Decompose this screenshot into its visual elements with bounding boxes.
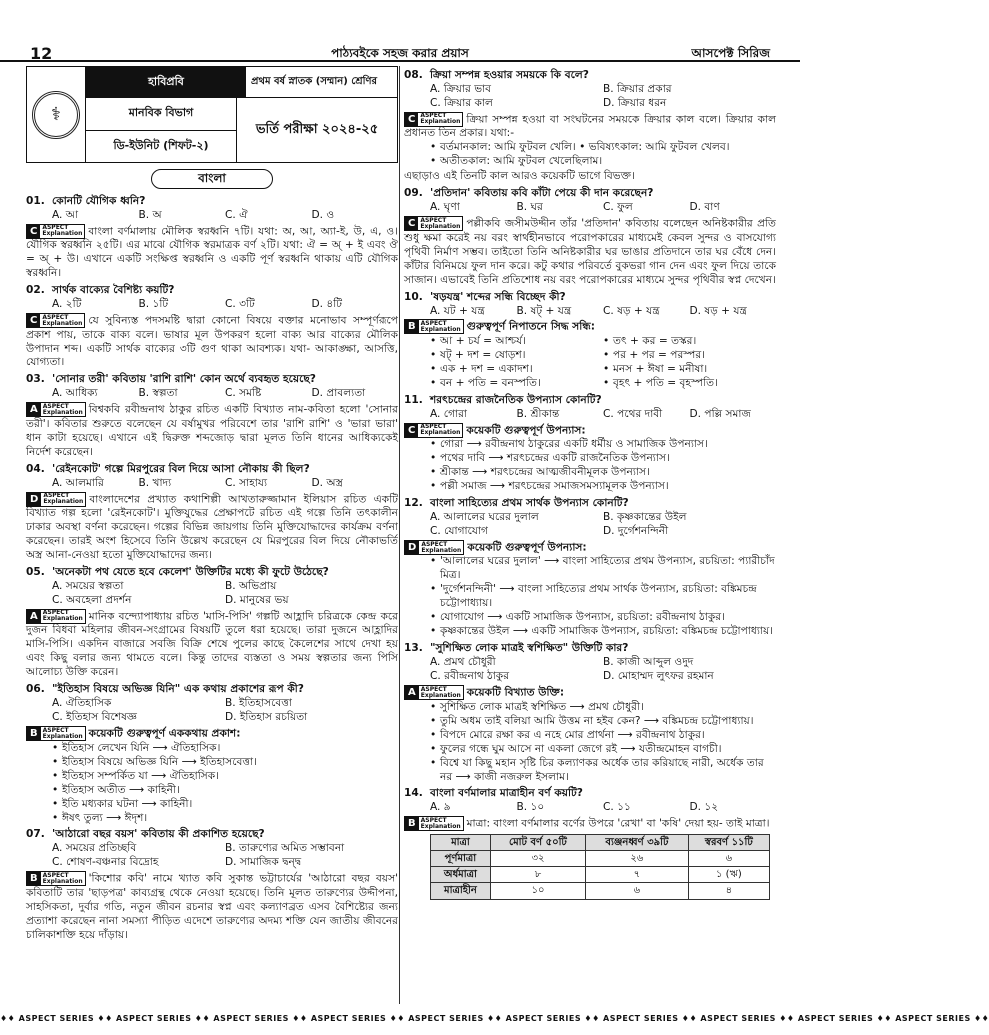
question-number: 03. bbox=[26, 373, 45, 386]
explanation bbox=[404, 423, 776, 438]
badge-text bbox=[40, 315, 84, 327]
table-header: মাত্রা bbox=[431, 834, 491, 850]
option-d: D. ক্রিয়ার ধরন bbox=[603, 96, 667, 109]
badge-sub: Explanation bbox=[42, 408, 83, 416]
badge-sub: Explanation bbox=[420, 325, 461, 333]
list-item: • মনস + ঈষা = মনীষা। bbox=[603, 363, 776, 377]
list-item: • ঈষৎ তুল্য ⟶ ঈদৃশ। bbox=[52, 812, 398, 826]
question-13 bbox=[404, 642, 776, 784]
option-a: A. যট + যন্ত্র bbox=[430, 304, 485, 317]
options bbox=[404, 201, 776, 215]
explanation-heading: কয়েকটি বিখ্যাত উক্তি: bbox=[466, 686, 565, 699]
badge-word: ASPECT bbox=[42, 609, 69, 617]
badge-word: ASPECT bbox=[42, 313, 69, 321]
answer-letter: C bbox=[27, 314, 40, 327]
table-cell: ৮ bbox=[490, 867, 585, 883]
badge-text bbox=[40, 225, 84, 237]
unit: ডি-ইউনিট (শিফট-২) bbox=[113, 138, 209, 152]
explanation-list bbox=[404, 141, 776, 169]
list-item: • শ্রীকান্ত ⟶ শরৎচন্দ্রের আত্মজীবনীমূলক উপন্যাস। bbox=[430, 466, 776, 480]
list-item: • কৃষ্ণকান্তের উইল ⟶ একটি সামাজিক উপন্যাস, রচয়িতা: বঙ্কিমচন্দ্র চট্টোপাধ্যায়। bbox=[430, 625, 776, 639]
option-d: D. বাণ bbox=[689, 201, 720, 214]
question-number: 05. bbox=[26, 566, 45, 579]
option-b: B. ইতিহাসবেত্তা bbox=[225, 697, 292, 710]
aspect-badge bbox=[404, 685, 464, 700]
question-number: 04. bbox=[26, 462, 45, 475]
option-a: A. ঐতিহাসিক bbox=[52, 697, 112, 710]
option-d: D. দুর্গেশনন্দিনী bbox=[603, 525, 669, 538]
list-item: • সুশিক্ষিত লোক মাত্রই স্বশিক্ষিত ⟶ প্রমথ চৌধুরী। bbox=[430, 701, 776, 715]
question-title bbox=[404, 69, 776, 83]
question-text: বাংলা বর্ণমালার মাত্রাহীন বর্ণ কয়টি? bbox=[430, 787, 583, 800]
option-b: B. তারুণ্যের অমিত সম্ভাবনা bbox=[225, 842, 345, 855]
page-header bbox=[0, 0, 800, 62]
options bbox=[26, 387, 398, 401]
question-text: কোনটি যৌগিক ধ্বনি? bbox=[52, 194, 146, 207]
badge-word: ASPECT bbox=[42, 726, 69, 734]
university-name: হাবিপ্রবি bbox=[86, 67, 246, 97]
option-a: A. আধিক্য bbox=[52, 387, 98, 400]
question-title bbox=[26, 566, 398, 580]
question-text: 'রেইনকোট' গল্পে মিরপুরের বিল দিয়ে আসা নৌকায় কী ছিল? bbox=[52, 462, 310, 475]
badge-sub: Explanation bbox=[43, 498, 84, 506]
aspect-badge bbox=[26, 609, 86, 624]
table-row bbox=[431, 883, 770, 899]
badge-word: ASPECT bbox=[42, 402, 69, 410]
badge-sub: Explanation bbox=[42, 615, 83, 623]
option-c: C. শোষণ-বঞ্চনার বিদ্রোহ bbox=[52, 856, 159, 869]
department: মানবিক বিভাগ bbox=[86, 98, 236, 131]
option-c: C. ক্রিয়ার কাল bbox=[430, 96, 493, 109]
column-divider bbox=[399, 66, 400, 1004]
option-b: B. ঘর bbox=[516, 201, 543, 214]
question-number: 07. bbox=[26, 828, 45, 841]
table-header: ব্যঞ্জনধ্বর্ণ ৩৯টি bbox=[586, 834, 689, 850]
option-d: D. ১২ bbox=[689, 801, 719, 814]
explanation-heading: কয়েকটি গুরুত্বপূর্ণ এককথায় প্রকাশ: bbox=[88, 727, 241, 740]
option-c: C. যোগাযোগ bbox=[430, 525, 488, 538]
option-b: B. অ bbox=[138, 208, 162, 221]
explanation bbox=[26, 871, 398, 942]
option-d: D. সামাজিক দ্বন্দ্ব bbox=[225, 856, 302, 869]
question-01 bbox=[26, 195, 398, 281]
explanation bbox=[26, 492, 398, 563]
question-text: 'সোনার তরী' কবিতায় 'রাশি রাশি' কোন অর্থে ব্যবহৃত হয়েছে? bbox=[52, 373, 316, 386]
badge-text bbox=[419, 687, 463, 699]
list-item: • তৎ + কর = তস্কর। bbox=[603, 335, 776, 349]
aspect-badge bbox=[404, 112, 463, 127]
question-text: "ইতিহাস বিষয়ে অভিজ্ঞ যিনি" এক কথায় প্রকাশের রূপ কী? bbox=[52, 683, 304, 696]
option-b: B. ক্রিয়ার প্রকার bbox=[603, 82, 672, 95]
explanation-list bbox=[404, 335, 776, 391]
explanation-list bbox=[404, 438, 776, 494]
exam-info-box bbox=[26, 66, 398, 163]
explanation bbox=[404, 216, 776, 287]
option-b: B. কাজী আব্দুল ওদুদ bbox=[603, 656, 694, 669]
aspect-badge bbox=[404, 540, 464, 555]
question-10 bbox=[404, 291, 776, 391]
badge-sub: Explanation bbox=[421, 546, 462, 554]
table-cell: ৭ bbox=[586, 867, 689, 883]
badge-text bbox=[41, 404, 85, 416]
answer-letter: C bbox=[27, 225, 40, 238]
table-row bbox=[431, 851, 770, 867]
aspect-badge bbox=[26, 871, 86, 886]
explanation bbox=[404, 319, 776, 334]
aspect-badge bbox=[404, 816, 464, 831]
question-03 bbox=[26, 373, 398, 459]
list-item: • তুমি অধম তাই বলিয়া আমি উত্তম না হইব কেন? ⟶ বঙ্কিমচন্দ্র চট্টোপাধ্যায়। bbox=[430, 715, 776, 729]
badge-sub: Explanation bbox=[42, 319, 83, 327]
list-item: • বন + পতি = বনস্পতি। bbox=[430, 377, 603, 391]
explanation bbox=[26, 313, 398, 370]
question-number: 14. bbox=[404, 787, 423, 800]
options bbox=[26, 209, 398, 223]
option-d: D. ও bbox=[311, 208, 335, 221]
badge-sub: Explanation bbox=[42, 230, 83, 238]
option-a: A. ৯ bbox=[430, 801, 451, 814]
badge-word: ASPECT bbox=[420, 816, 447, 824]
option-d: D. ইতিহাস রচয়িতা bbox=[225, 711, 308, 724]
explanation-list bbox=[404, 701, 776, 785]
explanation bbox=[26, 224, 398, 281]
option-c: C. সাহায্য bbox=[225, 476, 268, 489]
question-text: 'অনেকটা পথ যেতে হবে কেলেশ' উক্তিটির মধ্যে কী ফুটে উঠেছে? bbox=[52, 566, 329, 579]
options bbox=[26, 477, 398, 491]
option-b: B. ১টি bbox=[138, 298, 169, 311]
right-column bbox=[404, 66, 776, 1002]
question-11 bbox=[404, 394, 776, 494]
table-row bbox=[431, 867, 770, 883]
table-cell: ৪ bbox=[688, 883, 769, 899]
options bbox=[26, 842, 398, 870]
answer-letter: D bbox=[27, 493, 41, 506]
options bbox=[404, 305, 776, 319]
answer-letter: B bbox=[27, 727, 41, 740]
question-text: "সুশিক্ষিত লোক মাত্রই স্বশিক্ষিত" উক্তিটি কার? bbox=[430, 642, 629, 655]
question-14 bbox=[404, 787, 776, 899]
explanation-text: যে সুবিন্যস্ত পদসমষ্টি দ্বারা কোনো বিষয়ে বক্তার মনোভাব সম্পূর্ণরূপে প্রকাশ পায়, তাকে বাক্য বলে। ভাষার মূল উপকরণ হলো বাক্য আর বাক্যের মৌলিক উপাদান শব্দ। একটি সার্থক বাক্যের ৩টি গুণ থাকা আবশ্যক। যথা- আকাঙ্ক্ষা, আসত্তি, যোগ্যতা। bbox=[26, 314, 398, 369]
option-c: C. সমষ্টি bbox=[225, 387, 262, 400]
question-title bbox=[404, 497, 776, 511]
option-c: C. ঐ bbox=[225, 208, 248, 221]
question-07 bbox=[26, 828, 398, 942]
answer-letter: A bbox=[27, 403, 41, 416]
badge-text bbox=[418, 113, 462, 125]
badge-sub: Explanation bbox=[420, 118, 461, 126]
question-02 bbox=[26, 284, 398, 370]
option-a: A. আলালের ঘরের দুলাল bbox=[430, 511, 539, 524]
option-b: B. কৃষ্ণকান্তের উইল bbox=[603, 511, 687, 524]
option-b: B. শ্রীকান্ত bbox=[516, 407, 560, 420]
option-d: D. ষড় + যন্ত্র bbox=[689, 304, 747, 317]
badge-text bbox=[41, 873, 85, 885]
list-item: • বর্তমানকাল: আমি ফুটবল খেলি। • ভবিষ্যৎকাল: আমি ফুটবল খেলব। bbox=[430, 141, 776, 155]
option-d: D. অস্ত্র bbox=[311, 476, 343, 489]
option-b: B. খাদ্য bbox=[138, 476, 172, 489]
explanation-text: মানিক বন্দ্যোপাধ্যায় রচিত 'মাসি-পিসি' গল্পটি আহ্লাদি চরিত্রকে কেন্দ্র করে দুজন বিধবা মহিলার জীবন-সংগ্রামের বিষয়টি তুলে ধরা হয়েছে। তারা দুজনে আহ্লাদির মাসি-পিসি। একদিন বাজারে সবজি বিক্রি শেষে পুলের কাছে কৈলেশের সাথে দেখা হয় এবং কিছু বলার জন্য থামতে বলে। কিন্তু তাদের ব্যস্ততা ও সময় স্বল্পতার জন্য পিসি আলোচ্য উক্তি করেন। bbox=[26, 610, 398, 679]
badge-word: ASPECT bbox=[420, 685, 447, 693]
question-number: 08. bbox=[404, 69, 423, 81]
university-logo bbox=[27, 67, 86, 162]
option-c: C. রবীন্দ্রনাথ ঠাকুর bbox=[430, 670, 510, 683]
option-d: D. মানুষের ভয় bbox=[225, 593, 289, 606]
option-c: C. ফুল bbox=[603, 201, 633, 214]
option-d: D. মোহাম্মদ লুৎফর রহমান bbox=[603, 670, 714, 683]
table-header: মোট বর্ণ ৫০টি bbox=[490, 834, 585, 850]
explanation-heading: কয়েকটি গুরুত্বপূর্ণ উপন্যাস: bbox=[466, 424, 586, 437]
table-cell: ৩২ bbox=[490, 851, 585, 867]
option-d: D. পল্লি সমাজ bbox=[689, 407, 751, 420]
options bbox=[26, 298, 398, 312]
answer-letter: B bbox=[405, 320, 419, 333]
question-title bbox=[26, 463, 398, 477]
explanation bbox=[404, 816, 776, 831]
question-title bbox=[404, 187, 776, 201]
question-number: 01. bbox=[26, 194, 45, 207]
list-item: • যোগাযোগ ⟶ একটি সামাজিক উপন্যাস, রচয়িতা: রবীন্দ্রনাথ ঠাকুর। bbox=[430, 611, 776, 625]
explanation-heading: কয়েকটি গুরুত্বপূর্ণ উপন্যাস: bbox=[467, 541, 587, 554]
badge-word: ASPECT bbox=[420, 319, 447, 327]
option-a: A. প্রমথ চৌধুরী bbox=[430, 656, 496, 669]
option-a: A. সময়ের প্রতিচ্ছবি bbox=[52, 842, 137, 855]
badge-word: ASPECT bbox=[420, 112, 447, 120]
explanation-heading: গুরুত্বপূর্ণ নিপাতনে সিদ্ধ সন্ধি: bbox=[466, 320, 595, 333]
question-title bbox=[26, 284, 398, 298]
option-b: B. অভিপ্রায় bbox=[225, 580, 277, 593]
course-name: প্রথম বর্ষ স্নাতক (সম্মান) শ্রেণির bbox=[251, 76, 378, 88]
option-c: C. ষড় + যন্ত্র bbox=[603, 304, 660, 317]
option-c: C. পথের দাবী bbox=[603, 407, 663, 420]
option-c: C. ইতিহাস বিশেষজ্ঞ bbox=[52, 711, 138, 724]
page-number: 12 bbox=[30, 44, 53, 63]
aspect-badge bbox=[26, 492, 86, 507]
answer-letter: C bbox=[405, 113, 418, 126]
badge-word: ASPECT bbox=[42, 871, 69, 879]
question-number: 02. bbox=[26, 284, 45, 297]
question-text: 'ষড়যন্ত্র' শব্দের সন্ধি বিচ্ছেদ কী? bbox=[430, 290, 566, 303]
question-08 bbox=[404, 69, 776, 184]
list-item: • এক + দশ = একাদশ। bbox=[430, 363, 603, 377]
options bbox=[404, 408, 776, 422]
list-item: • পল্লী সমাজ ⟶ শরৎচন্দ্রের সমাজসমস্যামূলক উপন্যাস। bbox=[430, 480, 776, 494]
option-a: A. ঘৃণা bbox=[430, 201, 460, 214]
option-b: B. ১০ bbox=[516, 801, 545, 814]
matra-table bbox=[430, 834, 770, 900]
badge-sub: Explanation bbox=[420, 429, 461, 437]
question-05 bbox=[26, 566, 398, 680]
seal-icon: ⚕ bbox=[32, 91, 80, 139]
question-number: 10. bbox=[404, 290, 423, 303]
options bbox=[26, 580, 398, 608]
answer-letter: A bbox=[405, 686, 419, 699]
option-b: B. স্বল্পতা bbox=[138, 387, 178, 400]
badge-text bbox=[41, 728, 85, 740]
badge-sub: Explanation bbox=[42, 732, 83, 740]
answer-letter: A bbox=[27, 610, 41, 623]
question-title bbox=[26, 195, 398, 209]
list-item: • পথের দাবি ⟶ শরৎচন্দ্রের একটি রাজনৈতিক উপন্যাস। bbox=[430, 452, 776, 466]
explanation-tail: এছাড়াও এই তিনটি কাল আরও কয়েকটি ভাগে বিভক্ত। bbox=[404, 170, 635, 183]
badge-text bbox=[41, 610, 85, 622]
question-text: শরৎচন্দ্রের রাজনৈতিক উপন্যাস কোনটি? bbox=[430, 393, 602, 406]
badge-word: ASPECT bbox=[420, 423, 447, 431]
answer-letter: C bbox=[405, 217, 418, 230]
list-item: • অতীতকাল: আমি ফুটবল খেলেছিলাম। bbox=[430, 155, 776, 169]
explanation-text: বাংলা বর্ণমালায় মৌলিক স্বরধ্বনি ৭টি। যথা: অ, আ, অ্যা-ই, উ, এ, ও। যৌগিক স্বরধ্বনি ২৫টি। এর মাঝে যৌগিক স্বরমাত্রক বর্ণ ২টি। যথা: ঐ = অ্ + ই এবং ঔ = অ্ + উ। এখানে একটি সংক্ষিপ্ত স্বরধ্বনি ও একটি পূর্ণ স্বরধ্বনি থাকায় এটি যৌগিক স্বরধ্বনি। bbox=[26, 225, 398, 280]
question-text: সার্থক বাক্যের বৈশিষ্ট্য কয়টি? bbox=[52, 284, 175, 297]
list-item: • ইতিহাস বিষয়ে অভিজ্ঞ যিনি ⟶ ইতিহাসবেত্তা। bbox=[52, 756, 398, 770]
aspect-badge bbox=[404, 216, 463, 231]
explanation-text: ক্রিয়া সম্পন্ন হওয়া বা সংঘটনের সময়কে ক্রিয়ার কাল বলে। ক্রিয়ার কাল প্রধানত তিন প্রকার। যথা:- bbox=[404, 113, 776, 140]
badge-text bbox=[419, 542, 463, 554]
options bbox=[404, 656, 776, 684]
list-item: • ইতি মধ্যকার ঘটনা ⟶ কাহিনী। bbox=[52, 798, 398, 812]
answer-letter: D bbox=[405, 541, 419, 554]
aspect-badge bbox=[26, 313, 85, 328]
question-12 bbox=[404, 497, 776, 639]
options bbox=[404, 83, 776, 111]
aspect-badge bbox=[404, 319, 464, 334]
aspect-badge bbox=[26, 224, 85, 239]
question-number: 12. bbox=[404, 497, 423, 510]
list-item: • 'আলালের ঘরের দুলাল' ⟶ বাংলা সাহিত্যের প্রথম উপন্যাস, রচয়িতা: প্যারীচাঁদ মিত্র। bbox=[430, 555, 776, 583]
badge-text bbox=[41, 493, 85, 505]
header-series: আসপেক্ট সিরিজ bbox=[691, 46, 770, 60]
explanation bbox=[404, 540, 776, 555]
aspect-badge bbox=[404, 423, 463, 438]
list-item: • বৃহৎ + পতি = বৃহস্পতি। bbox=[603, 377, 776, 391]
table-cell: ১০ bbox=[490, 883, 585, 899]
explanation-text: মাত্রা: বাংলা বর্ণমালার বর্ণের উপরে 'রেখা' বা 'কষি' দেয়া হয়- তাই মাত্রা। bbox=[466, 817, 770, 830]
header-slogan: পাঠ্যবইকে সহজ করার প্রয়াস bbox=[331, 46, 469, 60]
table-cell: অর্ধমাত্রা bbox=[431, 867, 491, 883]
list-item: • 'দুর্গেশনন্দিনী' ⟶ বাংলা সাহিত্যের প্রথম সার্থক উপন্যাস, রচয়িতা: বঙ্কিমচন্দ্র চট্টোপাধ্যায়। bbox=[430, 583, 776, 611]
badge-sub: Explanation bbox=[420, 822, 461, 830]
subject-label: বাংলা bbox=[151, 169, 273, 189]
question-title bbox=[404, 394, 776, 408]
question-number: 09. bbox=[404, 187, 423, 200]
badge-sub: Explanation bbox=[42, 877, 83, 885]
question-text: ক্রিয়া সম্পন্ন হওয়ার সময়কে কি বলে? bbox=[430, 69, 589, 81]
question-text: 'আঠারো বছর বয়স' কবিতায় কী প্রকাশিত হয়েছে? bbox=[52, 828, 265, 841]
question-title bbox=[404, 787, 776, 801]
explanation bbox=[26, 609, 398, 680]
question-title bbox=[404, 642, 776, 656]
list-item: • আ + চর্য = আশ্চর্য। bbox=[430, 335, 603, 349]
list-item: • বিশ্বে যা কিছু মহান সৃষ্টি চির কল্যাণকর অর্ধেক তার করিয়াছে নারী, অর্ধেক তার নর ⟶ কাজী নজরুল ইসলাম। bbox=[430, 757, 776, 785]
table-cell: ৬ bbox=[586, 883, 689, 899]
badge-text bbox=[419, 321, 463, 333]
badge-sub: Explanation bbox=[420, 691, 461, 699]
option-d: D. ৪টি bbox=[311, 298, 343, 311]
footer-band: ♦♦ ASPECT SERIES ♦♦ ASPECT SERIES ♦♦ ASPECT SERIES ♦♦ ASPECT SERIES ♦♦ ASPECT SERIES ♦♦ ASPECT SERIES ♦♦ ASPECT SERIES ♦♦ ASPECT SERIES ♦♦ ASPECT SERIES ♦♦ ASPECT SERIES ♦♦ bbox=[0, 1014, 989, 1023]
question-text: বাংলা সাহিত্যের প্রথম সার্থক উপন্যাস কোনটি? bbox=[430, 497, 629, 510]
question-number: 11. bbox=[404, 393, 423, 406]
list-item: • পর + পর = পরস্পর। bbox=[603, 349, 776, 363]
question-09 bbox=[404, 187, 776, 287]
list-item: • গোরা ⟶ রবীন্দ্রনাথ ঠাকুরের একটি ধর্মীয় ও সামাজিক উপন্যাস। bbox=[430, 438, 776, 452]
table-cell: ১ (ঋ) bbox=[688, 867, 769, 883]
question-04 bbox=[26, 463, 398, 563]
option-a: A. আলমারি bbox=[52, 476, 104, 489]
option-a: A. সময়ের স্বল্পতা bbox=[52, 580, 124, 593]
options bbox=[404, 801, 776, 815]
explanation-list bbox=[26, 742, 398, 826]
badge-text bbox=[418, 218, 462, 230]
option-a: A. ক্রিয়ার ভাব bbox=[430, 82, 492, 95]
option-c: C. ৩টি bbox=[225, 298, 255, 311]
table-cell: ৬ bbox=[688, 851, 769, 867]
answer-letter: C bbox=[405, 424, 418, 437]
explanation-text: বিশ্বকবি রবীন্দ্রনাথ ঠাকুর রচিত একটি বিখ্যাত নাম-কবিতা হলো 'সোনার তরী'। কবিতার শুরুতে বলেছেন যে বর্ষামুখর পরিবেশে তার 'রাশি রাশি' ও 'ভারা ভারা' ধান কাটা হয়েছে। এখানে এই দ্বিরুক্ত শব্দজোড় দ্বারা মূলত তিনি ধানের আধিক্যকেই নির্দেশ করেছেন। bbox=[26, 403, 398, 458]
options bbox=[404, 511, 776, 539]
list-item: • বিপদে মোরে রক্ষা কর এ নহে মোর প্রার্থনা ⟶ রবীন্দ্রনাথ ঠাকুর। bbox=[430, 729, 776, 743]
explanation-list bbox=[404, 555, 776, 639]
option-c: C. অবহেলা প্রদর্শন bbox=[52, 593, 132, 606]
question-title bbox=[404, 291, 776, 305]
question-number: 06. bbox=[26, 683, 45, 696]
badge-word: ASPECT bbox=[421, 540, 448, 548]
left-column bbox=[26, 66, 398, 1002]
option-a: A. আ bbox=[52, 208, 79, 221]
badge-word: ASPECT bbox=[420, 216, 447, 224]
badge-sub: Explanation bbox=[420, 222, 461, 230]
table-cell: পূর্ণমাত্রা bbox=[431, 851, 491, 867]
list-item: • ফুলের গন্ধে ঘুম আসে না একলা জেগে রই ⟶ যতীন্দ্রমোহন বাগচী। bbox=[430, 743, 776, 757]
exam-title: ভর্তি পরীক্ষা ২০২৪-২৫ bbox=[255, 122, 379, 138]
answer-letter: B bbox=[27, 872, 41, 885]
question-title bbox=[26, 373, 398, 387]
table-cell: মাত্রাহীন bbox=[431, 883, 491, 899]
option-a: A. গোরা bbox=[430, 407, 468, 420]
aspect-badge bbox=[26, 726, 86, 741]
answer-letter: B bbox=[405, 817, 419, 830]
question-title bbox=[26, 828, 398, 842]
question-number: 13. bbox=[404, 642, 423, 655]
question-text: 'প্রতিদান' কবিতায় কবি কাঁটা পেয়ে কী দান করেছেন? bbox=[430, 187, 654, 200]
explanation-text: 'কিশোর কবি' নামে খ্যাত কবি সুকান্ত ভট্টাচার্যের 'আঠারো বছর বয়স' কবিতাটি তার 'ছাড়পত্র' কাব্যগ্রন্থ থেকে নেওয়া হয়েছে। তিনি মূলত তারুণ্যের উদ্দীপনা, সাহসিকতা, দুর্বার গতি, নতুন জীবন রচনার স্বপ্ন এবং কল্যাণব্রত এসব বৈশিষ্ট্যের জন্য প্রত্যাশা করেছেন নানা সমস্যা পীড়িত এদেশে তারুণ্যের অদম্য শক্তি যেন জাতীয় জীবনের চালিকাশক্তি হয়ে দাঁড়ায়। bbox=[26, 872, 398, 941]
explanation bbox=[404, 685, 776, 700]
list-item: • ইতিহাস লেখেন যিনি ⟶ ঐতিহাসিক। bbox=[52, 742, 398, 756]
badge-word: ASPECT bbox=[43, 492, 70, 500]
list-item: • ইতিহাস অতীত ⟶ কাহিনী। bbox=[52, 784, 398, 798]
explanation bbox=[404, 112, 776, 141]
options bbox=[26, 697, 398, 725]
badge-text bbox=[419, 818, 463, 830]
explanation bbox=[26, 726, 398, 741]
question-title bbox=[26, 683, 398, 697]
option-d: D. প্রাবল্যতা bbox=[311, 387, 366, 400]
option-b: B. ষট্ + যন্ত্র bbox=[516, 304, 572, 317]
option-c: C. ১১ bbox=[603, 801, 631, 814]
explanation bbox=[26, 402, 398, 459]
list-item: • ষট্ + দশ = ষোড়শ। bbox=[430, 349, 603, 363]
badge-word: ASPECT bbox=[42, 224, 69, 232]
aspect-badge bbox=[26, 402, 86, 417]
option-a: A. ২টি bbox=[52, 298, 82, 311]
question-06 bbox=[26, 683, 398, 825]
badge-text bbox=[418, 424, 462, 436]
list-item: • ইতিহাস সম্পর্কিত যা ⟶ ঐতিহাসিক। bbox=[52, 770, 398, 784]
explanation-text: পল্লীকবি জসীমউদ্দীন তাঁর 'প্রতিদান' কবিতায় বলেছেন অনিষ্টকারীর প্রতি শুধু ক্ষমা করেই নয় বরং স্বার্থহীনভাবে পরোপকারের মাধ্যমেই কেবল সুন্দর ও বাসযোগ্য পৃথিবী নির্মাণ সম্ভব। তাইতো তিনি অনিষ্টকারীর ঘর ভাঙার প্রতিদানে তার ঘর বেঁধে দেন। কাঁটার বিনিময়ে ফুল দান করে। কটু কথার পরিবর্তে বুকভরা গান দেন এবং ফুল দিয়ে তাকে সাজান। এভাবেই তিনি প্রতিশোধ নয় বরং পরোপকারের মাধ্যমে সুন্দর পৃথিবীর স্বপ্ন দেখেন। bbox=[404, 217, 776, 286]
table-cell: ২৬ bbox=[586, 851, 689, 867]
table-header: স্বরবর্ণ ১১টি bbox=[688, 834, 769, 850]
explanation-text: বাংলাদেশের প্রখ্যাত কথাশিল্পী আখতারুজ্জামান ইলিয়াস রচিত একটি বিখ্যাত গল্প হলো 'রেইনকোট'। মুক্তিযুদ্ধের প্রেক্ষাপটে রচিত এই গল্পে তিনি তৎকালীন ঢাকার অবস্থা বর্ণনা করেছেন। গল্পের বিভিন্ন জায়গায় তিনি মুক্তিযোদ্ধাদের কার্যক্রম বর্ণনা করেছেন। তারই অংশ হিসেবে তিনি উল্লেখ করেছেন যে মিরপুরের বিল দিয়ে নৌকাভর্তি অস্ত্র আনা-নেওয়া হতো মুক্তিযোদ্ধাদের জন্য। bbox=[26, 493, 398, 562]
